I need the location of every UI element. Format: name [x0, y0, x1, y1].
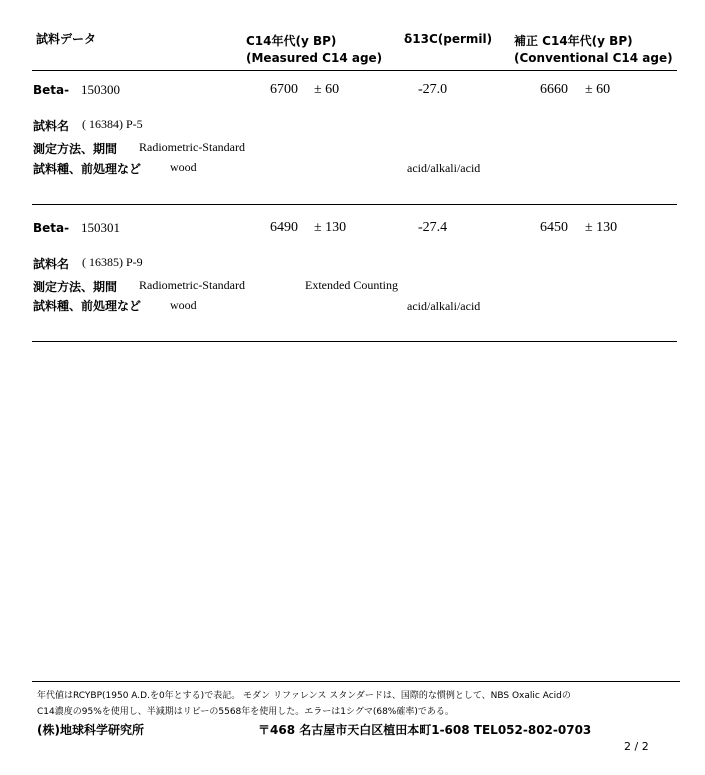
measured-error: ± 130	[314, 220, 347, 235]
material-label: 試料種、前処理など	[33, 299, 142, 313]
method-label: 測定方法、期間	[33, 142, 118, 156]
header-delta13c: δ13C(permil)	[404, 32, 493, 46]
header-measured-age: C14年代(y BP)	[246, 34, 337, 48]
header-conventional-age: 補正 C14年代(y BP)	[514, 34, 633, 48]
beta-prefix: Beta-	[33, 83, 70, 97]
header-rule	[32, 70, 677, 71]
company-name: (株)地球科学研究所	[37, 723, 144, 737]
delta13c-value: -27.4	[418, 220, 448, 235]
footer-note: C14濃度の95%を使用し、半減期はリビーの5568年を使用した。エラーは1シグマ(68%確率)である。	[37, 707, 454, 717]
measured-error: ± 60	[314, 82, 340, 97]
page-number: 2 / 2	[624, 740, 649, 753]
footer-rule	[32, 681, 680, 682]
beta-id: 150300	[81, 82, 120, 97]
method-value: Radiometric-Standard	[139, 278, 245, 292]
pretreatment-value: acid/alkali/acid	[407, 161, 481, 175]
header-measured-age-en: (Measured C14 age)	[246, 51, 383, 65]
measured-age: 6490	[270, 220, 298, 235]
method-label: 測定方法、期間	[33, 280, 118, 294]
header-sample-data: 試料データ	[36, 32, 97, 46]
record-rule	[32, 341, 677, 342]
header-conventional-age-en: (Conventional C14 age)	[514, 51, 673, 65]
footer-note: 年代値はRCYBP(1950 A.D.を0年とする)で表記。 モダン リファレンス スタンダードは、国際的な慣例として、NBS Oxalic Acidの	[37, 691, 571, 701]
conventional-age: 6660	[540, 82, 568, 97]
conventional-error: ± 130	[585, 220, 618, 235]
material-label: 試料種、前処理など	[33, 162, 142, 176]
conventional-age: 6450	[540, 220, 568, 235]
material-value: wood	[170, 160, 197, 174]
sample-name-label: 試料名	[33, 119, 70, 133]
sample-name: ( 16384) P-5	[82, 117, 143, 131]
beta-prefix: Beta-	[33, 221, 70, 235]
delta13c-value: -27.0	[418, 82, 448, 97]
company-address: 〒468 名古屋市天白区植田本町1-608 TEL052-802-0703	[258, 723, 592, 737]
sample-name: ( 16385) P-9	[82, 255, 143, 269]
record-rule	[32, 204, 677, 205]
material-value: wood	[170, 298, 197, 312]
conventional-error: ± 60	[585, 82, 611, 97]
pretreatment-value: acid/alkali/acid	[407, 299, 481, 313]
method-value: Radiometric-Standard	[139, 140, 245, 154]
beta-id: 150301	[81, 220, 120, 235]
sample-name-label: 試料名	[33, 257, 70, 271]
measured-age: 6700	[270, 82, 298, 97]
extended-counting: Extended Counting	[305, 278, 398, 292]
